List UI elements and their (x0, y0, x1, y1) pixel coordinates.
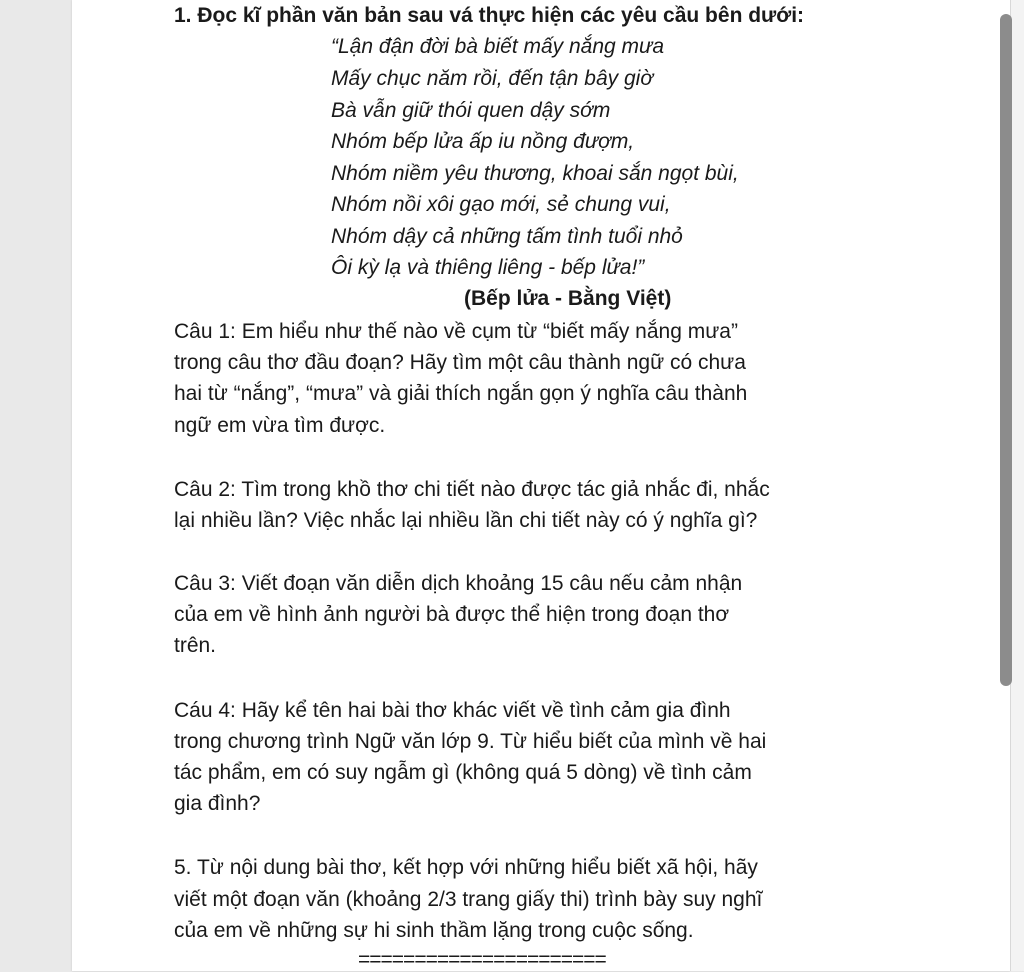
poem-line: Bà vẫn giữ thói quen dậy sớm (331, 99, 611, 122)
poem-line: Nhóm nồi xôi gạo mới, sẻ chung vui, (331, 193, 671, 216)
poem-source: (Bếp lửa - Bằng Việt) (464, 287, 672, 310)
question-line: ngữ em vừa tìm được. (174, 414, 386, 437)
scrollbar-thumb[interactable] (1000, 14, 1012, 686)
poem-line: Ôi kỳ lạ và thiêng liêng - bếp lửa!” (331, 256, 645, 279)
scroll-track[interactable] (1010, 0, 1024, 971)
question-line: Câu 3: Viết đoạn văn diễn dịch khoảng 15 câu nếu cảm nhận (174, 572, 743, 595)
poem-line: Nhóm bếp lửa ấp iu nồng đượm, (331, 130, 635, 153)
question-line: Cáu 4: Hãy kể tên hai bài thơ khác viết về tình cảm gia đình (174, 699, 731, 722)
question-line: Câu 1: Em hiểu như thế nào về cụm từ “biết mấy nắng mưa” (174, 320, 738, 343)
question-line: trong câu thơ đầu đoạn? Hãy tìm một câu thành ngữ có chưa (174, 351, 746, 374)
poem-line: Nhóm niềm yêu thương, khoai sắn ngọt bùi, (331, 162, 739, 185)
exercise-heading: 1. Đọc kĩ phần văn bản sau vá thực hiện các yêu cầu bên dưới: (174, 4, 805, 27)
question-line: trong chương trình Ngữ văn lớp 9. Từ hiểu biết của mình về hai (174, 730, 767, 753)
separator-line: ====================== (358, 948, 606, 971)
question-line: lại nhiều lần? Việc nhắc lại nhiều lần chi tiết này có ý nghĩa gì? (174, 509, 758, 532)
question-line: hai từ “nắng”, “mưa” và giải thích ngắn gọn ý nghĩa câu thành (174, 382, 748, 405)
question-line: Câu 2: Tìm trong khồ thơ chi tiết nào được tác giả nhắc đi, nhắc (174, 478, 770, 501)
poem-line: “Lận đận đời bà biết mấy nắng mưa (331, 35, 665, 58)
poem-line: Mấy chục năm rồi, đến tận bây giờ (331, 67, 654, 90)
question-line: gia đình? (174, 792, 261, 815)
question-line: viết một đoạn văn (khoảng 2/3 trang giấy thi) trình bày suy nghĩ (174, 888, 763, 911)
question-line: tác phẩm, em có suy ngẫm gì (không quá 5 dòng) về tình cảm (174, 761, 752, 784)
question-line: 5. Từ nội dung bài thơ, kết hợp với những hiểu biết xã hội, hãy (174, 856, 758, 879)
question-line: của em về những sự hi sinh thầm lặng trong cuộc sống. (174, 919, 694, 942)
poem-line: Nhóm dậy cả những tấm tình tuổi nhỏ (331, 225, 683, 248)
question-line: trên. (174, 634, 217, 657)
question-line: của em về hình ảnh người bà được thể hiện trong đoạn thơ (174, 603, 730, 626)
